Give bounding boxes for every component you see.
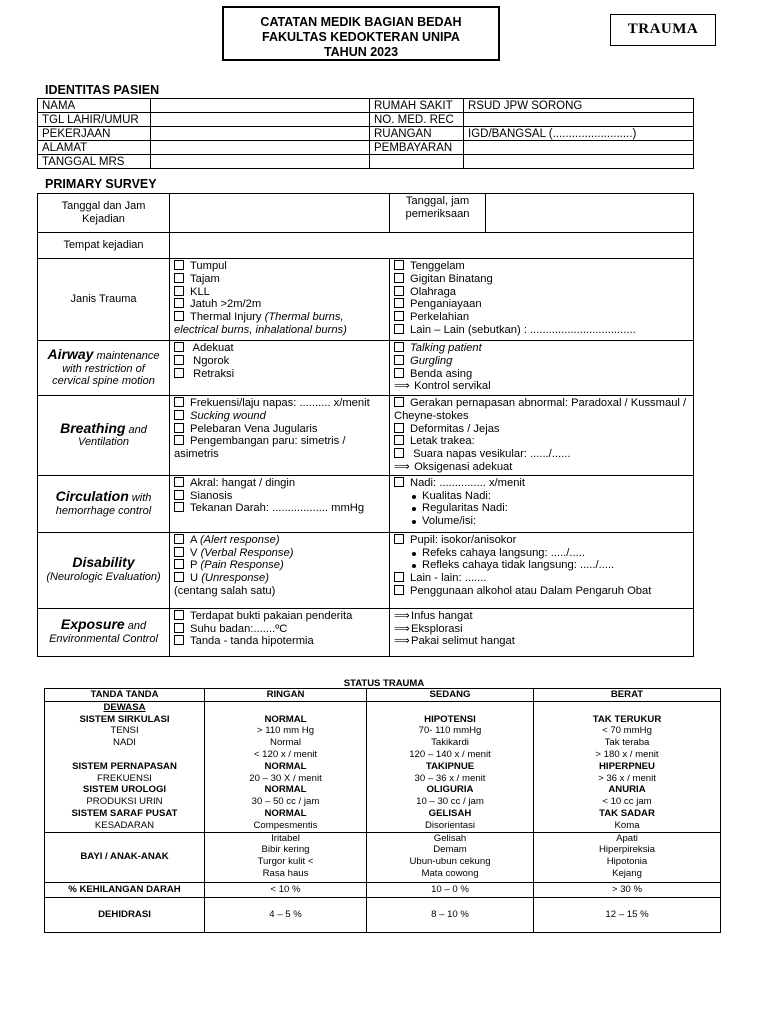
status-cell-line: Takikardi [431, 737, 469, 749]
identitas-value[interactable] [151, 113, 370, 127]
option-sianosis[interactable]: Sianosis [174, 490, 385, 503]
identitas-label: PEMBAYARAN [370, 141, 464, 155]
option-unresponse[interactable]: U (Unresponse) [174, 572, 385, 585]
row-tempat [38, 233, 694, 259]
option-pupil[interactable]: Pupil: isokor/anisokor [394, 534, 689, 547]
status-cell-line: NORMAL [264, 713, 307, 725]
circulation-label: Circulation with hemorrhage control [38, 475, 170, 532]
checkbox-icon[interactable] [174, 610, 184, 620]
option-talking[interactable]: Talking patient [394, 342, 689, 355]
identitas-value[interactable] [151, 99, 370, 113]
identitas-label: RUANGAN [370, 127, 464, 141]
identitas-row [38, 99, 694, 113]
circulation-right [390, 475, 694, 532]
option-alert[interactable]: A (Alert response) [174, 534, 385, 547]
row-janis-trauma [38, 259, 694, 341]
primary-survey-table [37, 193, 694, 657]
option-akral[interactable]: Akral: hangat / dingin [174, 477, 385, 490]
airway-right [390, 341, 694, 396]
status-cell-line: < 120 x / menit [253, 748, 318, 760]
checkbox-icon[interactable] [394, 342, 404, 352]
checkbox-icon[interactable] [174, 298, 184, 308]
status-cell-line: Hipotonia [606, 856, 648, 868]
status-cell-line: Turgor kulit < [257, 856, 314, 868]
option-olahraga[interactable]: Olahraga [394, 286, 689, 299]
primary-survey-title: PRIMARY SURVEY [45, 177, 157, 191]
thermal-note: electrical burns, inhalational burns) [174, 323, 347, 336]
checkbox-icon[interactable] [174, 502, 184, 512]
checkbox-icon[interactable] [174, 397, 184, 407]
row-circulation [38, 475, 694, 532]
status-cell-line: TENSI [110, 725, 139, 737]
status-cell-line: TAKIPNUE [425, 760, 475, 772]
disability-left [170, 532, 390, 608]
darah-row [45, 882, 721, 897]
identitas-label [370, 155, 464, 169]
anak-ringan [205, 832, 367, 882]
option-nadi[interactable]: Nadi: ............... x/menit [394, 477, 689, 490]
breathing-right [390, 396, 694, 476]
kontrol-servikal: ⟹ Kontrol servikal [394, 380, 491, 393]
centang-note: (centang salah satu) [174, 584, 276, 597]
checkbox-icon[interactable] [394, 324, 404, 334]
breathing-label: Breathing and Ventilation [38, 396, 170, 476]
status-cell-line: NORMAL [264, 760, 307, 772]
darah-sedang: 10 – 0 % [367, 882, 534, 897]
status-cell-line: SISTEM SARAF PUSAT [71, 807, 178, 819]
nadi-volume: Volume/isi: [394, 515, 689, 528]
checkbox-icon[interactable] [394, 273, 404, 283]
option-tajam[interactable]: Tajam [174, 273, 385, 286]
option-hipotermia[interactable]: Tanda - tanda hipotermia [174, 635, 385, 648]
darah-label: % KEHILANGAN DARAH [45, 882, 205, 897]
status-cell-line: Ubun-ubun cekung [409, 856, 491, 868]
form-title-box [222, 6, 500, 61]
status-cell-line: 70- 110 mmHg [418, 725, 482, 737]
option-pain[interactable]: P (Pain Response) [174, 559, 385, 572]
status-cell-line: Normal [270, 737, 301, 749]
identitas-label: NO. MED. REC [370, 113, 464, 127]
anak-sedang [367, 832, 534, 882]
dehidrasi-label: DEHIDRASI [45, 897, 205, 932]
identitas-table [37, 98, 694, 169]
checkbox-icon[interactable] [174, 423, 184, 433]
checkbox-icon[interactable] [174, 623, 184, 633]
anak-berat [534, 832, 721, 882]
dehidrasi-row [45, 897, 721, 932]
status-cell-line: HIPOTENSI [424, 713, 476, 725]
status-cell-line: TAK SADAR [599, 807, 655, 819]
status-cell-line: SISTEM SIRKULASI [79, 713, 170, 725]
option-suara-napas[interactable]: Suara napas vesikular: ....../...... [394, 448, 689, 461]
option-suhu[interactable]: Suhu badan:.......ºC [174, 623, 385, 636]
status-cell-line: < 70 mmHg [602, 725, 652, 737]
identitas-value[interactable]: RSUD JPW SORONG [464, 99, 694, 113]
identitas-value[interactable] [464, 113, 694, 127]
checkbox-icon[interactable] [174, 635, 184, 645]
option-benda-asing[interactable]: Benda asing [394, 368, 689, 381]
checkbox-icon[interactable] [174, 547, 184, 557]
status-cell-line: FREKUENSI [97, 772, 152, 784]
arrow-right-icon: ⟹ [394, 380, 411, 393]
identitas-label: TGL LAHIR/UMUR [38, 113, 151, 127]
option-gigitan[interactable]: Gigitan Binatang [394, 273, 689, 286]
identitas-row [38, 141, 694, 155]
option-tenggelam[interactable]: Tenggelam [394, 260, 689, 273]
header-sedang: SEDANG [367, 689, 534, 702]
checkbox-icon[interactable] [174, 559, 184, 569]
option-tekanan-darah[interactable]: Tekanan Darah: .................. mmHg [174, 502, 385, 515]
infus-hangat: ⟹Infus hangat [394, 609, 473, 622]
status-cell-line: 120 – 140 x / menit [409, 748, 491, 760]
status-cell-line: Gelisah [433, 832, 467, 844]
disability-right [390, 532, 694, 608]
checkbox-icon[interactable] [394, 448, 404, 458]
option-retraksi[interactable]: Retraksi [174, 368, 385, 381]
circulation-left [170, 475, 390, 532]
tanggal-pemeriksaan-label: Tanggal, jam pemeriksaan [390, 194, 486, 233]
identitas-row [38, 155, 694, 169]
checkbox-icon[interactable] [394, 298, 404, 308]
airway-left [170, 341, 390, 396]
header-ringan: RINGAN [205, 689, 367, 702]
checkbox-icon[interactable] [394, 572, 404, 582]
dehidrasi-sedang: 8 – 10 % [367, 897, 534, 932]
status-cell-line: NORMAL [264, 807, 307, 819]
breathing-left [170, 396, 390, 476]
status-cell-line: KESADARAN [94, 819, 155, 831]
header-tanda: TANDA TANDA [45, 689, 205, 702]
status-cell-line [207, 702, 364, 714]
status-cell-line: PRODUKSI URIN [86, 796, 163, 808]
status-cell-line: > 110 mm Hg [256, 725, 315, 737]
status-cell-line: Tak teraba [604, 737, 650, 749]
refleks-tidak-langsung: Refleks cahaya tidak langsung: ...../..... [394, 559, 689, 572]
status-cell-line: Iritabel [271, 832, 300, 844]
row-tanggal [38, 194, 694, 233]
status-cell-line: Koma [614, 819, 640, 831]
option-frekuensi[interactable]: Frekuensi/laju napas: .......... x/menit [174, 397, 385, 410]
header-berat: BERAT [534, 689, 721, 702]
status-cell-line: Apati [616, 832, 638, 844]
option-alkohol[interactable]: Penggunaan alkohol atau Dalam Pengaruh Obat [394, 585, 689, 598]
checkbox-icon[interactable] [394, 397, 404, 407]
checkbox-icon[interactable] [394, 534, 404, 544]
option-verbal[interactable]: V (Verbal Response) [174, 547, 385, 560]
status-cell-line: > 36 x / menit [598, 772, 656, 784]
identitas-label: NAMA [38, 99, 151, 113]
status-cell-line: Bibir kering [261, 844, 310, 856]
nadi-regularitas: Regularitas Nadi: [394, 502, 689, 515]
dewasa-row [45, 701, 721, 832]
status-trauma-title: STATUS TRAUMA [343, 678, 425, 689]
dehidrasi-berat: 12 – 15 % [534, 897, 721, 932]
tanggal-pemeriksaan-field[interactable] [486, 194, 694, 233]
status-cell-line: SISTEM UROLOGI [82, 784, 167, 796]
status-cell-line: TAK TERUKUR [592, 713, 662, 725]
checkbox-icon[interactable] [394, 260, 404, 270]
arrow-right-icon: ⟹ [394, 635, 411, 648]
option-penganiayaan[interactable]: Penganiayaan [394, 298, 689, 311]
identitas-label: PEKERJAAN [38, 127, 151, 141]
form-title-line-1: CATATAN MEDIK BAGIAN BEDAH [260, 15, 462, 29]
option-pakaian[interactable]: Terdapat bukti pakaian penderita [174, 610, 385, 623]
status-cell-line: GELISAH [428, 807, 472, 819]
identitas-row [38, 113, 694, 127]
identitas-title: IDENTITAS PASIEN [45, 83, 160, 97]
checkbox-icon[interactable] [174, 286, 184, 296]
dewasa-labels [45, 701, 205, 832]
checkbox-icon[interactable] [174, 355, 184, 365]
anak-label: BAYI / ANAK-ANAK [45, 832, 205, 882]
identitas-value[interactable] [464, 155, 694, 169]
row-airway [38, 341, 694, 396]
checkbox-icon[interactable] [174, 410, 184, 420]
option-thermal[interactable]: Thermal Injury (Thermal burns, [174, 311, 385, 324]
darah-ringan: < 10 % [205, 882, 367, 897]
status-cell-line: Mata cowong [421, 867, 479, 879]
option-kll[interactable]: KLL [174, 286, 385, 299]
status-cell-line [47, 749, 202, 761]
identitas-value[interactable] [151, 127, 370, 141]
status-cell-line: > 180 x / menit [595, 748, 659, 760]
checkbox-icon[interactable] [174, 311, 184, 321]
checkbox-icon[interactable] [174, 534, 184, 544]
status-cell-line: SISTEM PERNAPASAN [72, 760, 177, 772]
identitas-value[interactable] [151, 141, 370, 155]
status-cell-line [369, 702, 531, 714]
row-exposure [38, 608, 694, 656]
option-sucking-wound[interactable]: Sucking wound [174, 410, 385, 423]
identitas-label: RUMAH SAKIT [370, 99, 464, 113]
status-cell-line: DEWASA [103, 701, 146, 713]
status-cell-line: 30 – 50 cc / jam [251, 796, 320, 808]
tanggal-kejadian-field[interactable] [170, 194, 390, 233]
janis-trauma-left [170, 259, 390, 341]
option-pelebaran-vena[interactable]: Pelebaran Vena Jugularis [174, 423, 385, 436]
status-cell-line: 20 – 30 X / menit [249, 772, 322, 784]
form-title-line-3: TAHUN 2023 [323, 45, 399, 59]
status-cell-line: Compesmentis [253, 819, 318, 831]
airway-label: Airway maintenance with restriction of cervical spine motion [38, 341, 170, 396]
arrow-right-icon: ⟹ [394, 460, 411, 473]
checkbox-icon[interactable] [174, 260, 184, 270]
identitas-value[interactable]: IGD/BANGSAL (.........................) [464, 127, 694, 141]
status-cell-line: Hiperpireksia [599, 844, 655, 856]
janis-trauma-label: Janis Trauma [38, 259, 170, 341]
checkbox-icon[interactable] [174, 368, 184, 378]
status-cell-line: Disorientasi [424, 819, 476, 831]
status-cell-line [536, 702, 718, 714]
eksplorasi: ⟹Eksplorasi [394, 622, 463, 635]
arrow-right-icon: ⟹ [394, 622, 411, 635]
trauma-badge: TRAUMA [610, 14, 716, 46]
form-title-line-2: FAKULTAS KEDOKTERAN UNIPA [262, 30, 460, 44]
identitas-label: ALAMAT [38, 141, 151, 155]
tempat-kejadian-field[interactable] [170, 233, 694, 259]
option-pengembangan-paru[interactable]: Pengembangan paru: simetris / [174, 435, 385, 448]
janis-trauma-right [390, 259, 694, 341]
option-ngorok[interactable]: Ngorok [174, 355, 385, 368]
status-cell-line: OLIGURIA [426, 784, 474, 796]
checkbox-icon[interactable] [174, 435, 184, 445]
option-letak-trakea[interactable]: Letak trakea: [394, 435, 689, 448]
status-cell-line: 10 – 30 cc / jam [416, 796, 484, 808]
dehidrasi-ringan: 4 – 5 % [205, 897, 367, 932]
checkbox-icon[interactable] [394, 311, 404, 321]
checkbox-icon[interactable] [174, 477, 184, 487]
checkbox-icon[interactable] [394, 585, 404, 595]
identitas-row [38, 127, 694, 141]
oksigenasi: ⟹ Oksigenasi adekuat [394, 460, 513, 473]
checkbox-icon[interactable] [394, 355, 404, 365]
status-cell-line: NORMAL [264, 784, 307, 796]
checkbox-icon[interactable] [394, 435, 404, 445]
disability-label: Disability (Neurologic Evaluation) [38, 532, 170, 608]
option-jatuh[interactable]: Jatuh >2m/2m [174, 298, 385, 311]
darah-berat: > 30 % [534, 882, 721, 897]
checkbox-icon[interactable] [394, 423, 404, 433]
identitas-value[interactable] [464, 141, 694, 155]
option-lain-lain[interactable]: Lain - lain: ....... [394, 572, 689, 585]
status-cell-line: Kejang [612, 867, 642, 879]
row-disability [38, 532, 694, 608]
tanggal-kejadian-label: Tanggal dan Jam Kejadian [38, 194, 170, 233]
dewasa-berat [534, 701, 721, 832]
option-adekuat[interactable]: Adekuat [174, 342, 385, 355]
status-header-row [45, 689, 721, 702]
checkbox-icon[interactable] [394, 286, 404, 296]
exposure-right [390, 608, 694, 656]
checkbox-icon[interactable] [174, 342, 184, 352]
gerakan-abnormal-cont: Cheyne-stokes [394, 409, 469, 422]
status-cell-line: < 10 cc jam [602, 796, 652, 808]
pengembangan-paru-cont: asimetris [174, 448, 219, 461]
option-lain[interactable]: Lain – Lain (sebutkan) : .................................. [394, 324, 689, 337]
option-gerakan-abnormal[interactable]: Gerakan pernapasan abnormal: Paradoxal / Kussmaul / [394, 397, 689, 410]
checkbox-icon[interactable] [174, 273, 184, 283]
status-cell-line: HIPERPNEU [599, 760, 655, 772]
nadi-kualitas: Kualitas Nadi: [394, 490, 689, 503]
tempat-kejadian-label: Tempat kejadian [38, 233, 170, 259]
anak-row [45, 832, 721, 882]
row-breathing [38, 396, 694, 476]
checkbox-icon[interactable] [174, 490, 184, 500]
dewasa-ringan [205, 701, 367, 832]
checkbox-icon[interactable] [394, 477, 404, 487]
status-cell-line: Demam [433, 844, 467, 856]
identitas-value[interactable] [151, 155, 370, 169]
option-deformitas[interactable]: Deformitas / Jejas [394, 423, 689, 436]
exposure-left [170, 608, 390, 656]
refleks-langsung: Refeks cahaya langsung: ...../..... [394, 547, 689, 560]
status-cell-line: NADI [113, 737, 136, 749]
status-cell-line: ANURIA [608, 784, 646, 796]
status-cell-line: 30 – 36 x / menit [414, 772, 486, 784]
option-perkelahian[interactable]: Perkelahian [394, 311, 689, 324]
checkbox-icon[interactable] [174, 572, 184, 582]
exposure-label: Exposure and Environmental Control [38, 608, 170, 656]
option-tumpul[interactable]: Tumpul [174, 260, 385, 273]
status-trauma-table [44, 688, 721, 933]
selimut-hangat: ⟹Pakai selimut hangat [394, 635, 515, 648]
arrow-right-icon: ⟹ [394, 609, 411, 622]
status-cell-line: Rasa haus [262, 867, 309, 879]
dewasa-sedang [367, 701, 534, 832]
identitas-label: TANGGAL MRS [38, 155, 151, 169]
checkbox-icon[interactable] [394, 368, 404, 378]
option-gurgling[interactable]: Gurgling [394, 355, 689, 368]
